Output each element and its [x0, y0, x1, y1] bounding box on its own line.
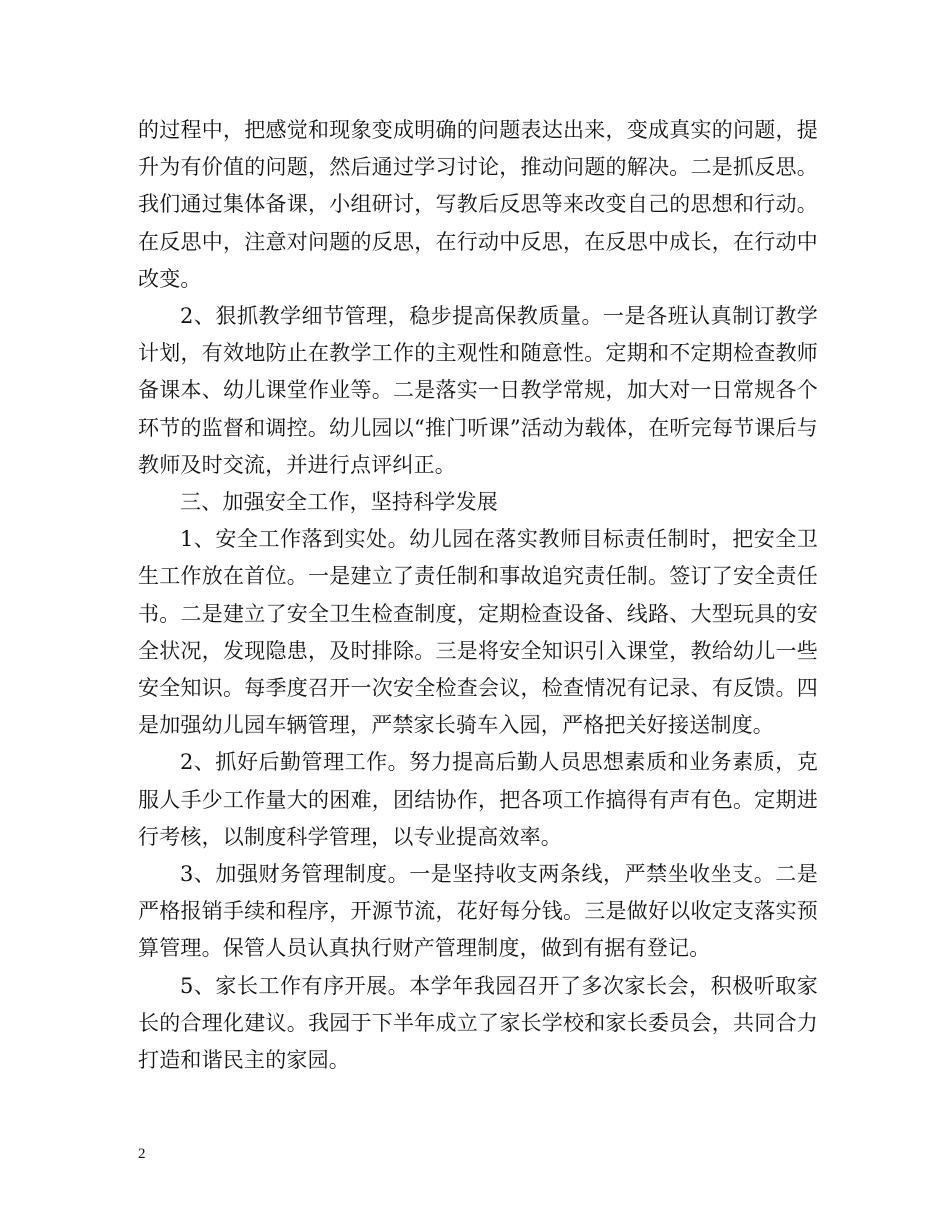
paragraph-logistics: 2、抓好后勤管理工作。努力提高后勤人员思想素质和业务素质，克服人手少工作量大的困难，团结协作，把各项工作搞得有声有色。定期进行考核，以制度科学管理，以专业提高效率。: [138, 750, 818, 849]
paragraph-safety-work: 1、安全工作落到实处。幼儿园在落实教师目标责任制时，把安全卫生工作放在首位。一是建立了责任制和事故追究责任制。签订了安全责任书。二是建立了安全卫生检查制度，定期检查设备、线路、大型玩具的安全状况，发现隐患，及时排除。三是将安全知识引入课堂，教给幼儿一些安全知识。每季度召开一次安全检查会议，检查情况有记录、有反馈。四是加强幼儿园车辆管理，严禁家长骑车入园，严格把关好接送制度。: [138, 527, 818, 738]
paragraph-continuation: 的过程中，把感觉和现象变成明确的问题表达出来，变成真实的问题，提升为有价值的问题，然后通过学习讨论，推动问题的解决。二是抓反思。我们通过集体备课，小组研讨，写教后反思等来改变自己的思想和行动。在反思中，注意对问题的反思，在行动中反思，在反思中成长，在行动中改变。: [138, 118, 818, 291]
paragraph-finance: 3、加强财务管理制度。一是坚持收支两条线，严禁坐收坐支。二是严格报销手续和程序，开源节流，花好每分钱。三是做好以收定支落实预算管理。保管人员认真执行财产管理制度，做到有据有登记。: [138, 862, 818, 961]
document-body: [138, 112, 818, 1079]
section-heading-safety: 三、加强安全工作，坚持科学发展: [180, 490, 498, 515]
page-number: 2: [138, 1146, 146, 1162]
paragraph-teaching-details: 2、狠抓教学细节管理，稳步提高保教质量。一是各班认真制订教学计划，有效地防止在教学工作的主观性和随意性。定期和不定期检查教师备课本、幼儿课堂作业等。二是落实一日教学常规，加大对一日常规各个环节的监督和调控。幼儿园以“推门听课”活动为载体，在听完每节课后与教师及时交流，并进行点评纠正。: [138, 304, 818, 477]
paragraph-parents: 5、家长工作有序开展。本学年我园召开了多次家长会，积极听取家长的合理化建议。我园于下半年成立了家长学校和家长委员会，共同合力打造和谐民主的家园。: [138, 973, 818, 1073]
